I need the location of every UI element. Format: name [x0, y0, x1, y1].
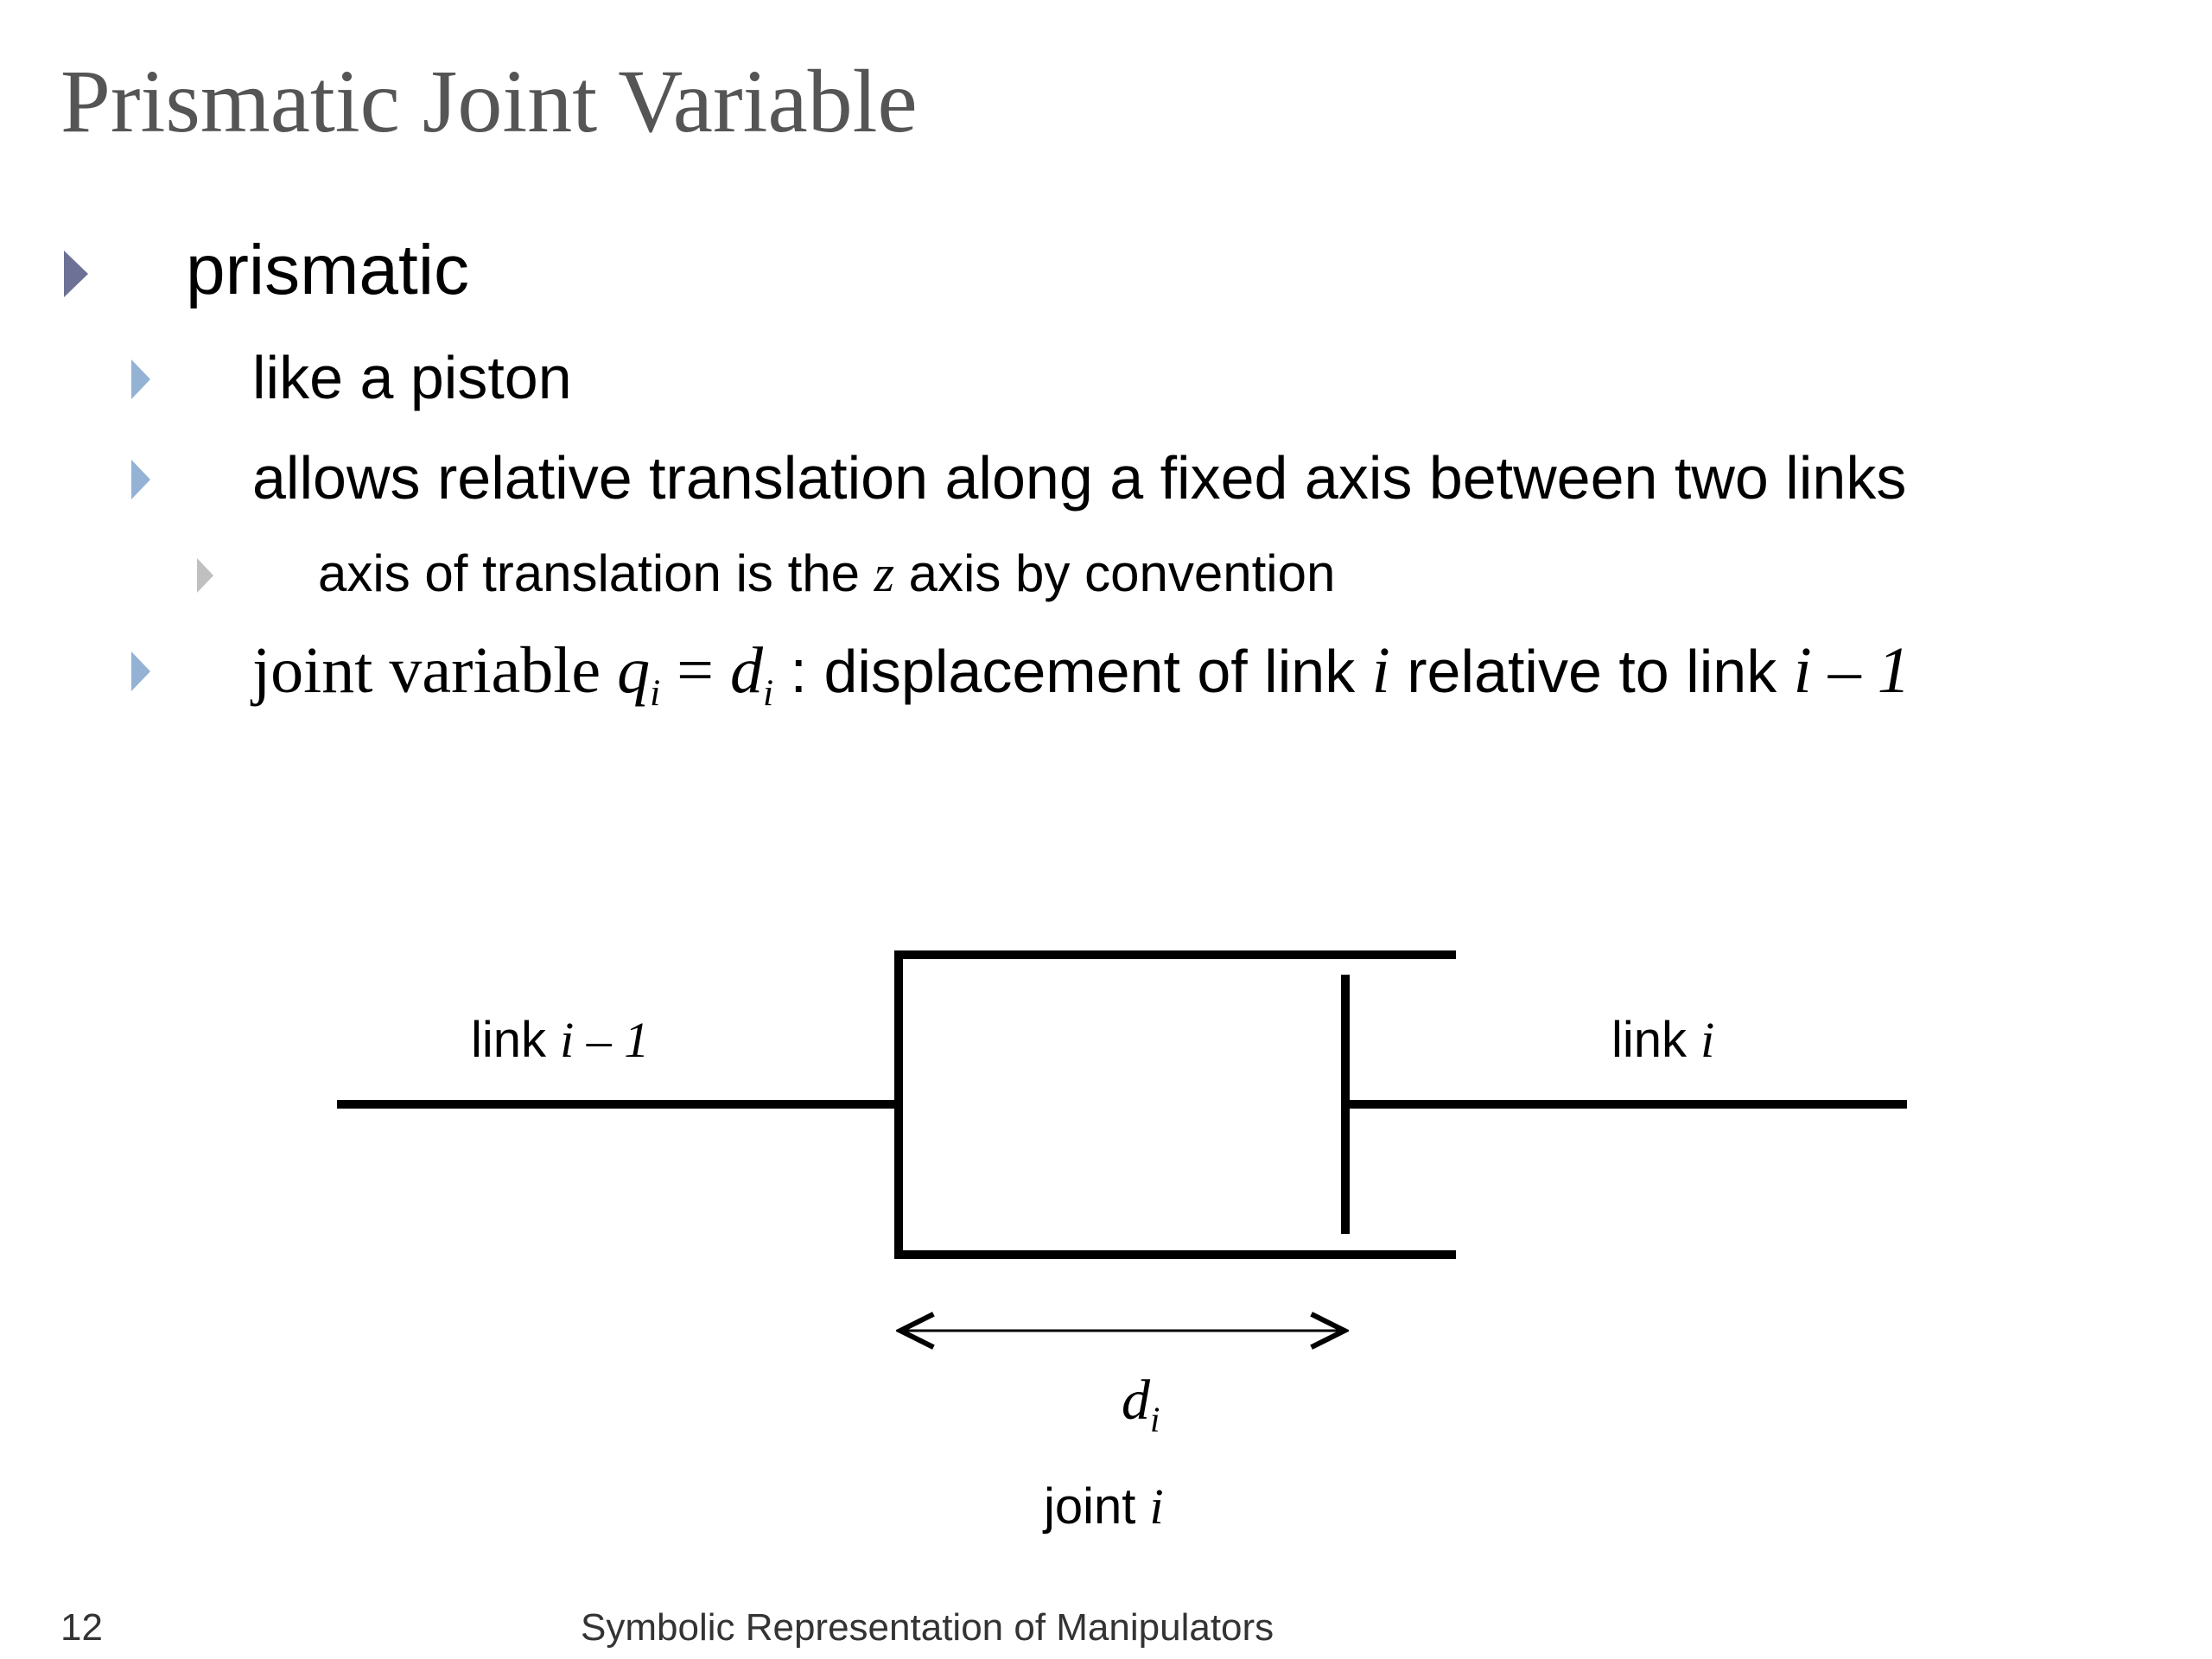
- label-displacement: $d_i$: [1122, 1369, 1160, 1440]
- bullet-joint-variable: joint variable $q_i = d_i$ : displacement of link i relative to link i – 1: [252, 634, 1910, 715]
- bullet-like-a-piston: like a piston: [252, 344, 572, 411]
- bullet-prismatic: prismatic: [186, 231, 470, 309]
- footer-course-title: Symbolic Representation of Manipulators: [581, 1606, 1274, 1649]
- slide-title: Prismatic Joint Variable: [60, 52, 918, 151]
- bullet-axis-convention: axis of translation is the z axis by convention: [318, 544, 1336, 602]
- label-link-i-minus-1: link i – 1: [471, 1012, 650, 1068]
- label-joint-i: joint i: [1044, 1478, 1164, 1535]
- bullet-relative-translation: allows relative translation along a fixed axis between two links: [252, 444, 1907, 512]
- label-link-i: link i: [1611, 1012, 1715, 1068]
- page-number: 12: [60, 1606, 103, 1649]
